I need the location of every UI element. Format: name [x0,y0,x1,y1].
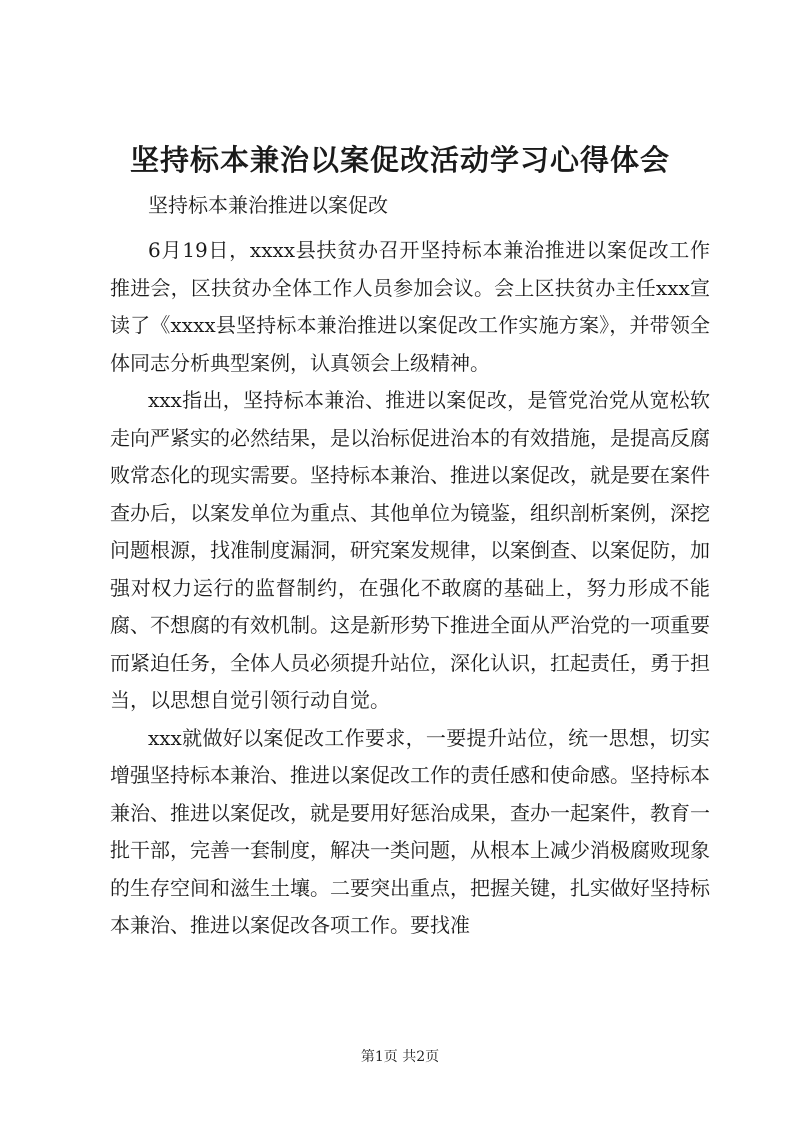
paragraph-1: 6月19日，xxxx县扶贫办召开坚持标本兼治推进以案促改工作推进会，区扶贫办全体工作人员参加会议。会上区扶贫办主任xxx宣读了《xxxx县坚持标本兼治推进以案促改工作实施方案》，并带领全体同志分析典型案例，认真领会上级精神。 [110,238,710,375]
document-body [110,232,710,945]
paragraph-2: xxx指出，坚持标本兼治、推进以案促改，是管党治党从宽松软走向严紧实的必然结果，是以治标促进治本的有效措施，是提高反腐败常态化的现实需要。坚持标本兼治、推进以案促改，就是要在案件查办后，以案发单位为重点、其他单位为镜鉴，组织剖析案例，深挖问题根源，找准制度漏洞，研究案发规律，以案倒查、以案促防，加强对权力运行的监督制约，在强化不敢腐的基础上，努力形成不能腐、不想腐的有效机制。这是新形势下推进全面从严治党的一项重要而紧迫任务，全体人员必须提升站位，深化认识，扛起责任，勇于担当，以思想自觉引领行动自觉。 [110,388,710,712]
document-subtitle: 坚持标本兼治推进以案促改 [148,193,388,217]
page-number: 第1页 共2页 [360,1049,440,1065]
paragraph-3: xxx就做好以案促改工作要求，一要提升站位，统一思想，切实增强坚持标本兼治、推进以案促改工作的责任感和使命感。坚持标本兼治、推进以案促改，就是要用好惩治成果，查办一起案件，教育一批干部，完善一套制度，解决一类问题，从根本上减少消极腐败现象的生存空间和滋生土壤。二要突出重点，把握关键，扎实做好坚持标本兼治、推进以案促改各项工作。要找准 [110,725,710,937]
document-title: 坚持标本兼治以案促改活动学习心得体会 [129,143,670,177]
